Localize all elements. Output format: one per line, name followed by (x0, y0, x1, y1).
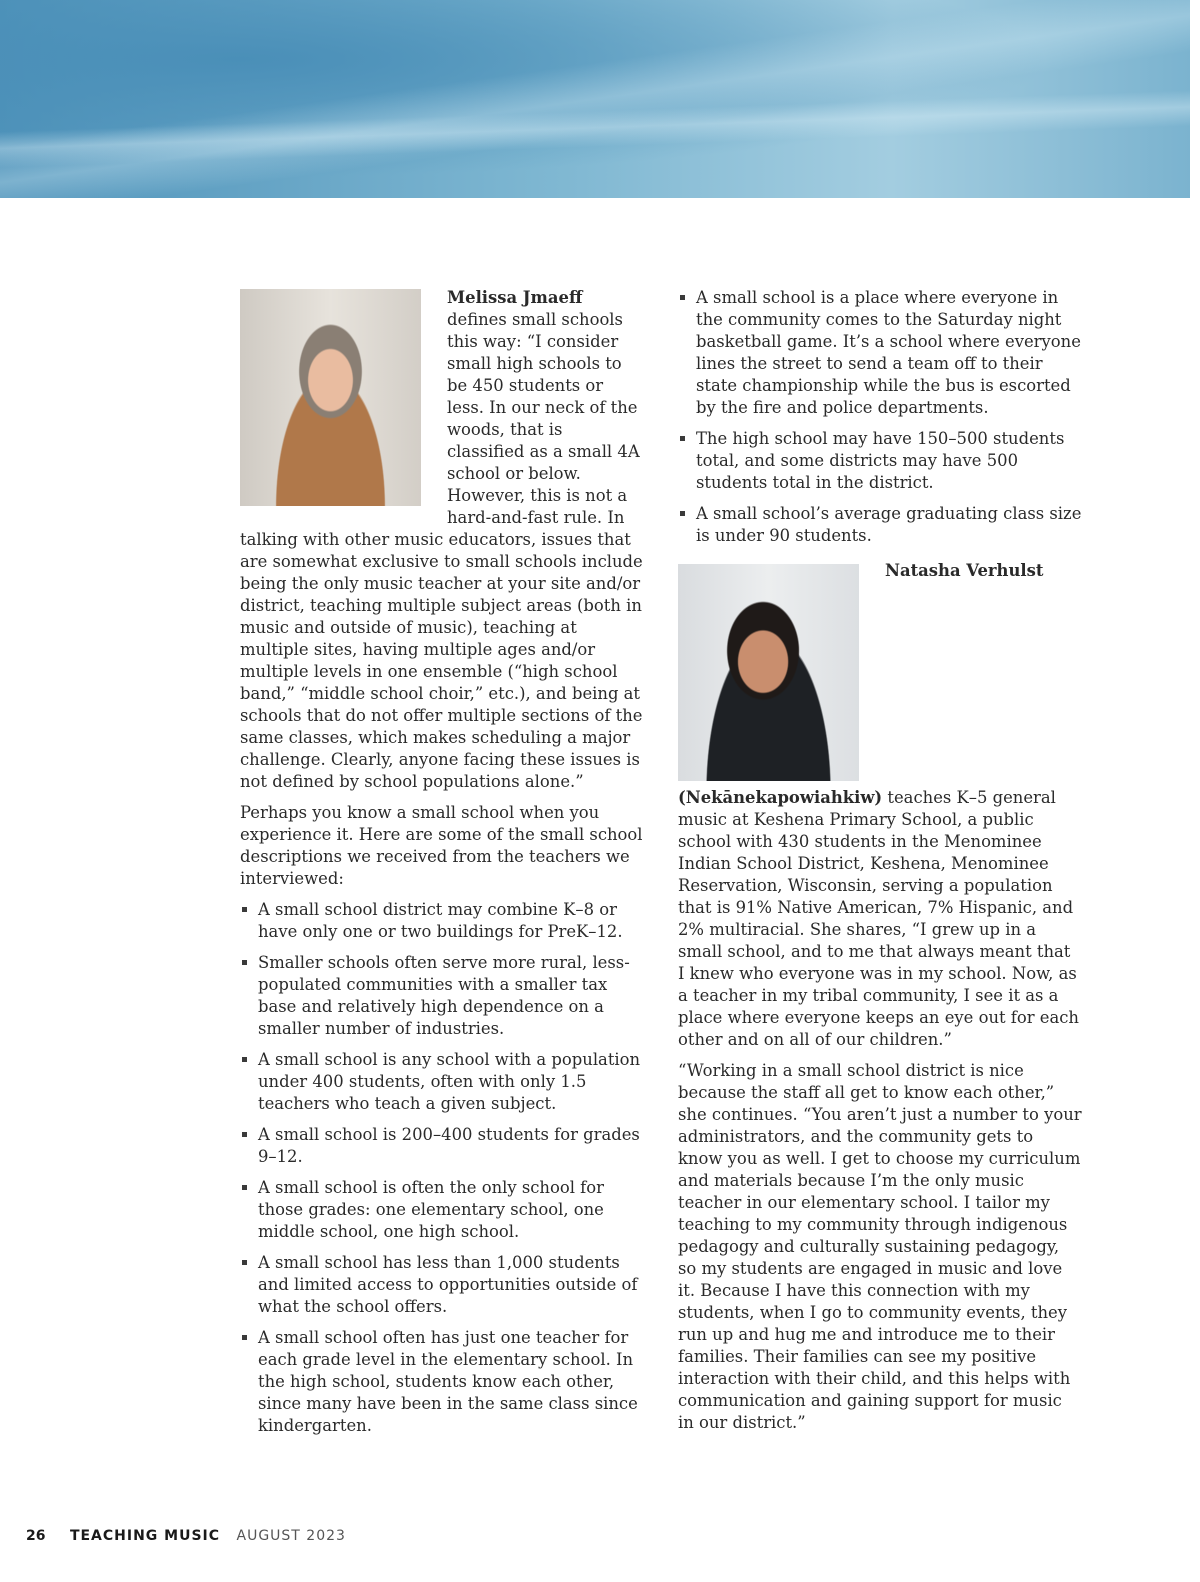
profile-text: teaches K–5 general music at Keshena Primary School, a public school with 430 students in the Menominee Indian School District, Keshena, Menominee Reservation, Wisconsin, serving a population that is 91% Native American, 7% Hispanic, and 2% multiracial. She shares, “I grew up in a small school, and to me that always meant that I knew who everyone was in my school. Now, as a teacher in my tribal community, I see it as a place where everyone keeps an eye out for each other and on all of our children.” (678, 788, 1079, 1049)
list-item: A small school is a place where everyone in the community comes to the Saturday night basketball game. It’s a school where everyone lines the street to send a team off to their state championship while the bus is escorted by the fire and police departments. (678, 287, 1082, 419)
page-footer (26, 1526, 346, 1546)
bullet-list (240, 899, 644, 1437)
intro-text: defines small schools this way: “I consider small high schools to be 450 students or less. In our neck of the woods, that is classified as a small 4A school or below. However, this is not a hard-and-fast rule. In talking with other music educators, issues that are somewhat exclusive to small schools include being the only music teacher at your site and/or district, teaching multiple subject areas (both in music and outside of music), teaching at multiple sites, having multiple ages and/or multiple levels in one ensemble (“high school band,” “middle school choir,” etc.), and being at schools that do not offer multiple sections of the same classes, which makes scheduling a major challenge. Clearly, anyone facing these issues is not defined by school populations alone.” (240, 310, 643, 791)
body-paragraph: Perhaps you know a small school when you experience it. Here are some of the small school descriptions we received from the teachers we interviewed: (240, 803, 643, 888)
header-banner-image (0, 0, 1190, 198)
issue-date: AUGUST 2023 (236, 1528, 346, 1544)
list-item: A small school district may combine K–8 or have only one or two buildings for PreK–12. (240, 899, 644, 943)
list-item: A small school’s average graduating class size is under 90 students. (678, 503, 1082, 547)
body-paragraph: “Working in a small school district is nice because the staff all get to know each other,” she continues. “You aren’t just a number to your administrators, and the community gets to know you as well. I get to choose my curriculum and materials because I’m the only music teacher in our elementary school. I tailor my teaching to my community through indigenous pedagogy and culturally sustaining pedagogy, so my students are engaged in music and love it. Because I have this connection with my students, when I go to community events, they run up and hug me and introduce me to their families. Their families can see my positive interaction with their child, and this helps with communication and gaining support for music in our district.” (678, 1061, 1082, 1432)
list-item: The high school may have 150–500 students total, and some districts may have 500 students total in the district. (678, 428, 1082, 494)
left-column (240, 287, 644, 1446)
list-item: A small school has less than 1,000 students and limited access to opportunities outside of what the school offers. (240, 1252, 644, 1318)
list-item: A small school often has just one teacher for each grade level in the elementary school. In the high school, students know each other, since many have been in the same class since kindergarten. (240, 1327, 644, 1437)
right-column (678, 287, 1082, 1443)
portrait-photo-melissa-jmaeff (240, 289, 421, 506)
profile-paragraph (678, 560, 1082, 1051)
magazine-title: TEACHING MUSIC (69, 1528, 221, 1544)
profile-name: Natasha Verhulst (Nekānekapowiahkiw) (678, 561, 1044, 807)
list-item: A small school is any school with a population under 400 students, often with only 1.5 teachers who teach a given subject. (240, 1049, 644, 1115)
bullet-list (678, 287, 1082, 547)
intro-paragraph (240, 287, 644, 793)
list-item: A small school is often the only school for those grades: one elementary school, one middle school, one high school. (240, 1177, 644, 1243)
list-item: A small school is 200–400 students for grades 9–12. (240, 1124, 644, 1168)
profile-name: Melissa Jmaeff (447, 288, 583, 307)
portrait-photo-natasha-verhulst (678, 564, 859, 781)
page-number: 26 (26, 1528, 46, 1544)
list-item: Smaller schools often serve more rural, less-populated communities with a smaller tax base and relatively high dependence on a smaller number of industries. (240, 952, 644, 1040)
